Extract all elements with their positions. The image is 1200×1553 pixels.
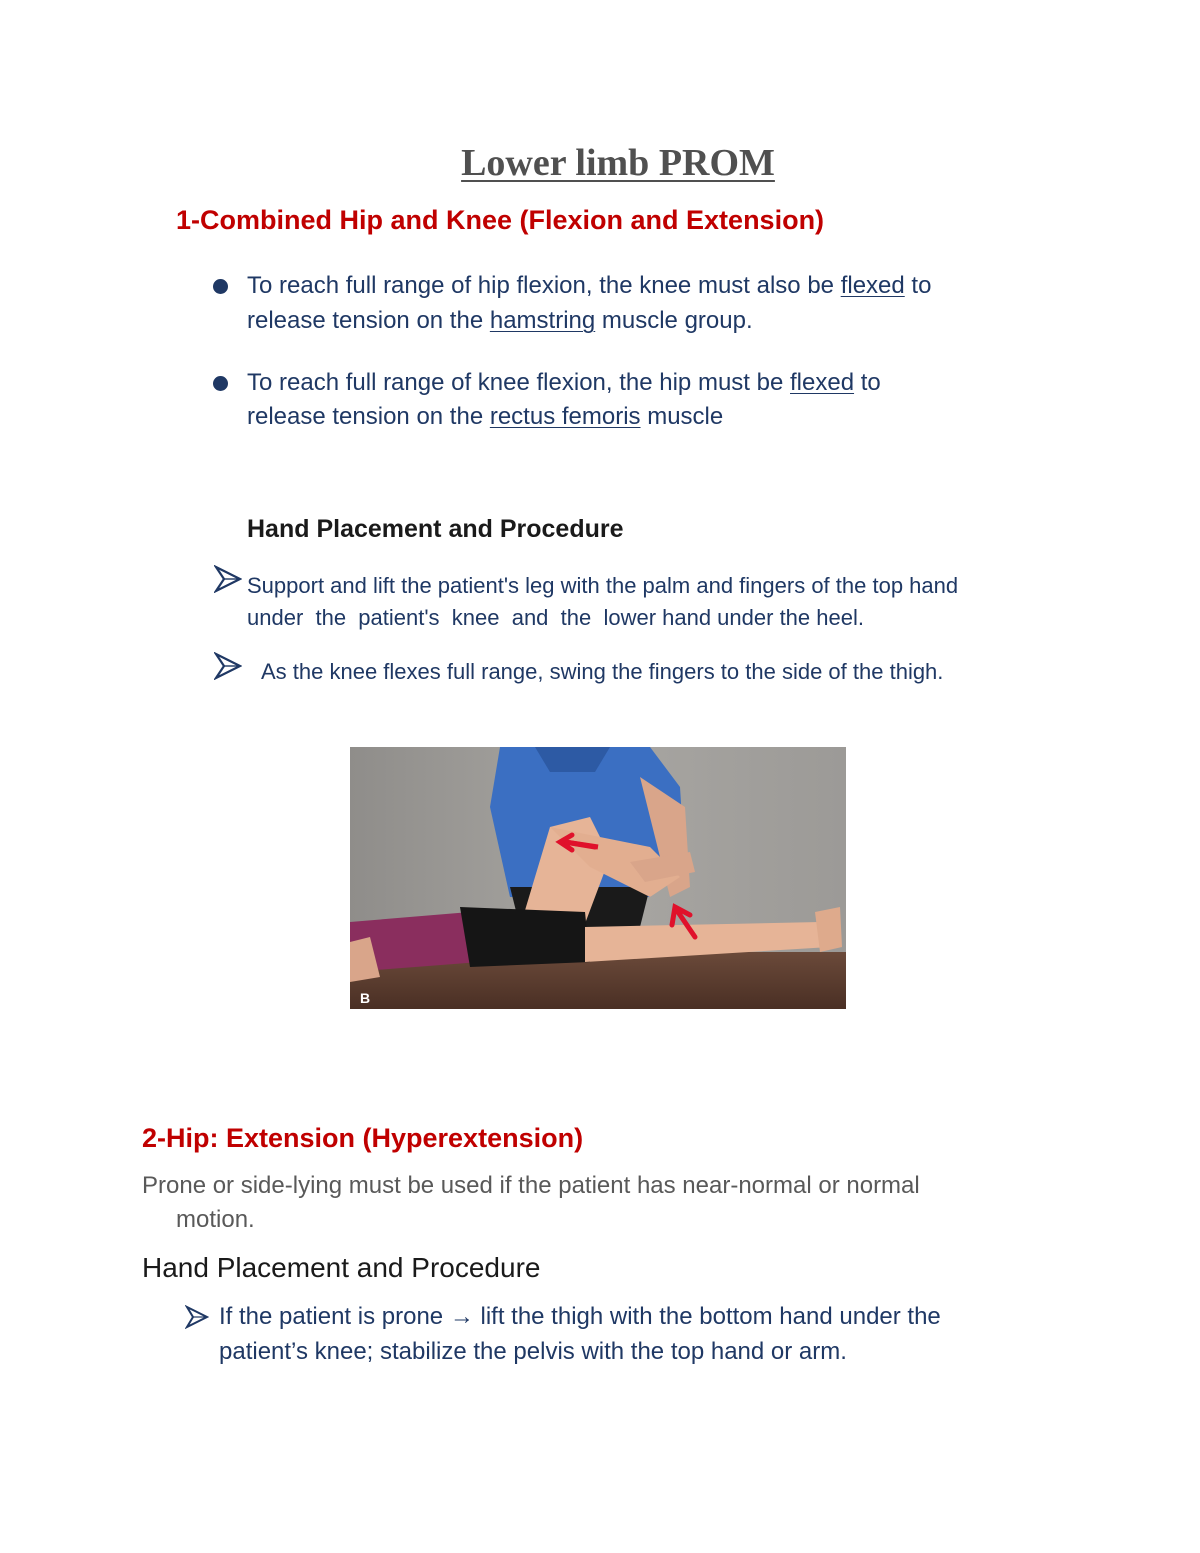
section-2-intro-line-2: motion.	[176, 1206, 255, 1233]
bullet-2-line-2: release tension on the rectus femoris muscle	[247, 403, 724, 430]
bullet-1-line-2: release tension on the hamstring muscle group.	[247, 307, 753, 334]
section-2-procedure-heading: Hand Placement and Procedure	[142, 1252, 541, 1283]
section-2-item-line-1: If the patient is prone → lift the thigh with the bottom hand under the	[219, 1303, 941, 1330]
section-2-intro-line-1: Prone or side-lying must be used if the patient has near-normal or normal	[142, 1172, 920, 1199]
procedure-heading: Hand Placement and Procedure	[247, 515, 624, 543]
procedure-item-1-line-2: under the patient's knee and the lower hand under the heel.	[247, 605, 864, 630]
section-2-heading: 2-Hip: Extension (Hyperextension)	[142, 1123, 584, 1153]
page-title: Lower limb PROM	[461, 142, 775, 184]
bullet-2-line-1: To reach full range of knee flexion, the hip must be flexed to	[247, 369, 881, 396]
procedure-photo	[350, 747, 846, 1009]
arrow-bullet-icon	[214, 652, 242, 680]
arrow-bullet-icon	[185, 1305, 209, 1329]
bullet-1-line-1: To reach full range of hip flexion, the knee must also be flexed to	[247, 272, 932, 299]
procedure-item-2-line-1: As the knee flexes full range, swing the fingers to the side of the thigh.	[261, 659, 944, 684]
bullet-dot-icon	[213, 376, 228, 391]
bullet-dot-icon	[213, 279, 228, 294]
section-1-heading: 1-Combined Hip and Knee (Flexion and Extension)	[176, 205, 825, 235]
section-2-item-line-2: patient’s knee; stabilize the pelvis with the top hand or arm.	[219, 1338, 847, 1365]
right-arrow-icon: →	[449, 1303, 474, 1330]
figure-label: B	[360, 990, 371, 1006]
procedure-item-1-line-1: Support and lift the patient's leg with the palm and fingers of the top hand	[247, 573, 959, 598]
arrow-bullet-icon	[214, 565, 242, 593]
